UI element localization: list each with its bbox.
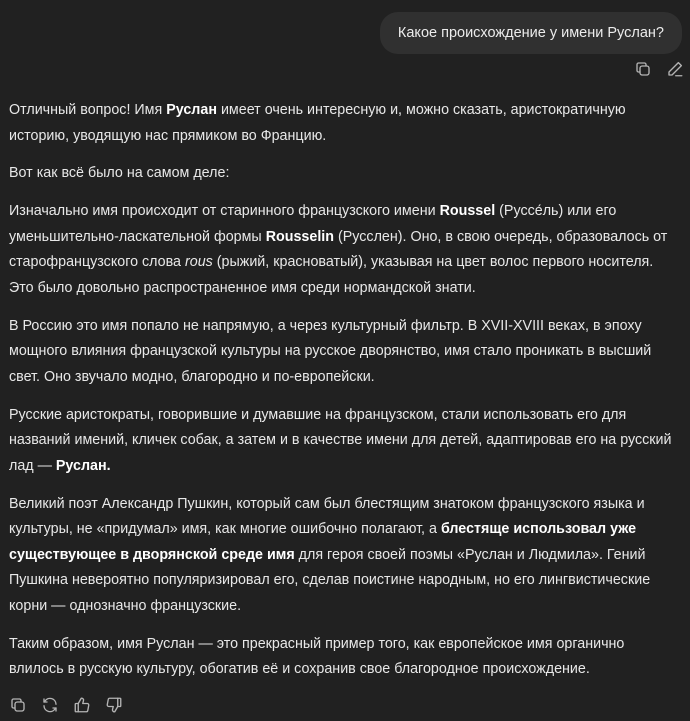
bold-text: блестяще использовал уже существующее в дворянской среде имя [9,521,637,563]
bold-text: Руслан. [55,457,111,474]
answer-paragraph [9,98,681,149]
answer-paragraph [9,403,681,480]
text-run: Великий поэт Александр Пушкин, который сам был блестящим знатоком французского языка и культуры, не «придумал» имя, как многие ошибочно полагают, а [9,495,645,538]
thumbs-up-icon[interactable] [73,696,91,714]
edit-icon[interactable] [666,60,684,78]
copy-icon[interactable] [9,696,27,714]
user-message-actions [634,60,684,78]
answer-paragraph: Таким образом, имя Руслан — это прекрасный пример того, как европейское имя органично влилось в русскую культуру, обогатив её и сохранив свое благородное происхождение. [9,635,625,678]
answer-paragraph: В Россию это имя попало не напрямую, а через культурный фильтр. В XVII-XVIII веках, в эпоху мощного влияния французской культуры на русское дворянство, имя стало проникать в высший свет. Оно звучало модно, благородно и по-европейски. [9,317,652,385]
user-message-bubble [380,12,682,54]
thumbs-down-icon[interactable] [105,696,123,714]
italic-text: rous [184,254,213,271]
text-run: имеет очень интересную и, можно сказать, аристократичную историю, уводящую нас прямиком во Францию. [9,102,626,144]
text-run: (рыжий, красноватый), указывая на цвет волос первого носителя. Это было довольно распространенное имя среди нормандской знати. [9,254,654,296]
text-run: для героя своей поэмы «Руслан и Людмила». Гений Пушкина невероятно популяризировал его, сделав поистине народным, но его лингвистические корни — однозначно французские. [9,546,651,615]
answer-paragraph: Вот как всё было на самом деле: [9,165,230,182]
bold-text: Руслан [166,102,217,118]
bold-text: Rousselin [265,228,335,245]
assistant-message-actions [9,696,123,714]
text-run: (Русслен). Оно, в свою очередь, образовалось от старофранцузского слова [9,228,668,271]
answer-paragraph [9,492,681,620]
user-message-text: Какое происхождение у имени Руслан? [397,25,664,41]
assistant-message [9,98,681,695]
bold-text: Roussel [439,203,496,220]
regenerate-icon[interactable] [41,696,59,714]
text-run: Отличный вопрос! Имя [9,102,167,118]
copy-icon[interactable] [634,60,652,78]
text-run: Русские аристократы, говорившие и думавшие на французском, стали использовать его для названий имений, кличек собак, а затем и в качестве имени для детей, адаптировав его на русский лад — [9,406,672,474]
text-run: (Руссе́ль) или его уменьшительно-ласкательной формы [9,203,617,245]
text-run: Изначально имя происходит от старинного французского имени [9,203,440,220]
answer-paragraph [9,199,681,301]
